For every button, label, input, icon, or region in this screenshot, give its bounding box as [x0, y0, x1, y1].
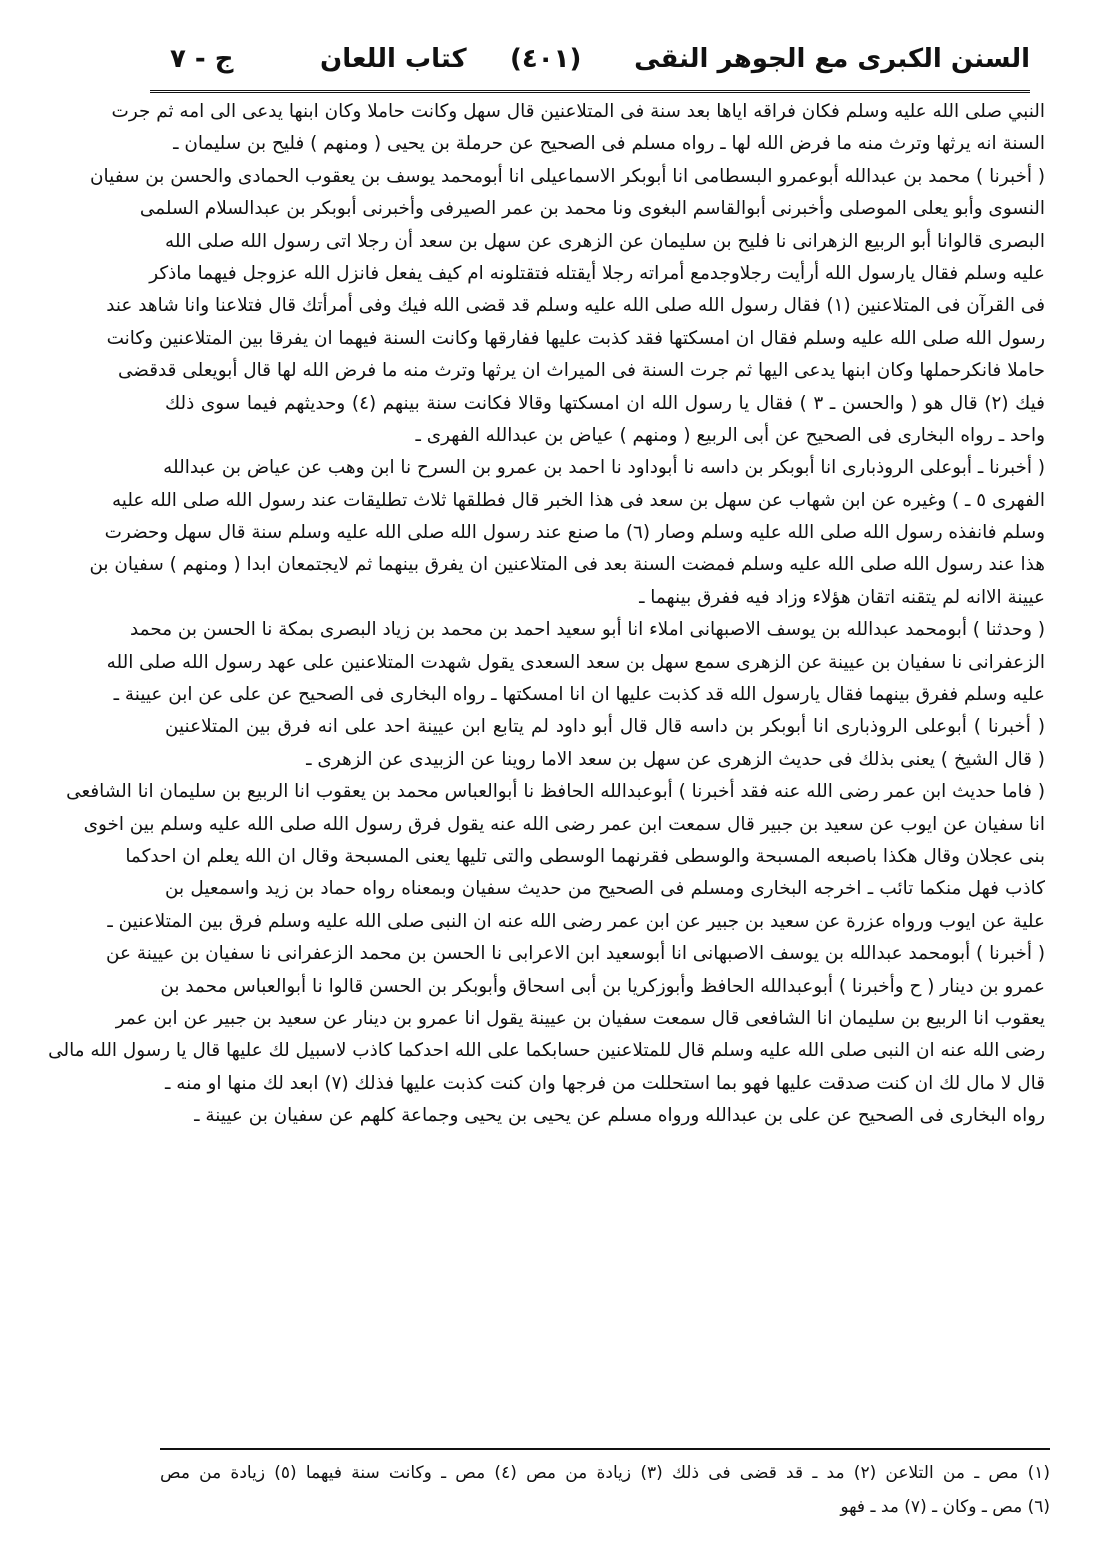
volume-number: ج - ٧	[170, 44, 234, 74]
book-title: السنن الكبرى مع الجوهر النقى	[634, 44, 1030, 74]
text-line: هذا عند رسول الله صلى الله عليه وسلم فمضت السنة بعد فى المتلاعنين ان يفرق بينهما ثم لايجتمعان ابدا ( ومنهم ) سفيان بن	[89, 554, 1045, 576]
body-text	[48, 96, 1045, 1133]
page-header	[150, 40, 1030, 93]
text-line: ( أخبرنا ) محمد بن عبدالله أبوعمرو البسطامى انا أبوبكر الاسماعيلى انا أبومحمد يوسف بن يعقوب الحمادى والحسن بن سفيان	[90, 165, 1045, 187]
text-line: ( وحدثنا ) أبومحمد عبدالله بن يوسف الاصبهانى املاء انا أبو سعيد احمد بن محمد بن زياد البصرى بمكة نا الحسن بن محمد	[130, 619, 1045, 641]
text-line: عمرو بن دينار ( ح وأخبرنا ) أبوعبدالله الحافظ وأبوزكريا بن أبى اسحاق وأبوبكر بن الحسن قالوا نا أبوالعباس محمد بن	[160, 975, 1045, 997]
text-line: فى القرآن فى المتلاعنين (١) فقال رسول الله صلى الله عليه وسلم قد قضى الله فيك وفى أمرأتك قال فتلاعنا وانا شاهد عند	[106, 295, 1045, 317]
text-line: ( أخبرنا ) أبوعلى الروذبارى انا أبوبكر بن داسه قال قال أبو داود لم يتابع ابن عيينة احد على انه فرق بين المتلاعنين	[165, 716, 1045, 738]
text-line: ( قال الشيخ ) يعنى بذلك فى حديث الزهرى عن سهل بن سعد الاما روينا عن الزبيدى عن الزهرى ـ	[306, 748, 1045, 770]
text-line: قال لا مال لك ان كنت صدقت عليها فهو بما استحللت من فرجها وان كنت كذبت عليها فذلك (٧) ابعد لك منها او منه ـ	[165, 1072, 1045, 1094]
text-line: فيك (٢) قال هو ( والحسن ـ ٣ ) فقال يا رسول الله ان امسكتها وقالا فكانت سنة بينهم (٤) وحديثهم فيما سوى ذلك	[165, 392, 1045, 414]
text-line: كاذب فهل منكما تائب ـ اخرجه البخارى ومسلم فى الصحيح من حديث سفيان وبمعناه رواه حماد بن زيد واسمعيل بن	[165, 878, 1045, 900]
text-line: الزعفرانى نا سفيان بن عيينة عن الزهرى سمع سهل بن سعد السعدى يقول شهدت المتلاعنين على عهد رسول الله صلى الله	[106, 651, 1045, 673]
text-line: عيينة الاانه لم يتقنه اتقان هؤلاء وزاد فيه ففرق بينهما ـ	[639, 586, 1045, 608]
text-line: ( فاما حديث ابن عمر رضى الله عنه فقد أخبرنا ) أبوعبدالله الحافظ نا أبوالعباس محمد بن يعقوب انا الربيع بن سليمان انا الشافعى	[66, 781, 1045, 803]
text-line: يعقوب انا الربيع بن سليمان انا الشافعى قال سمعت سفيان بن عيينة يقول انا عمرو بن دينار عن سعيد بن جبير عن ابن عمر	[115, 1007, 1045, 1029]
footnote-line: (٦) مص ـ وكان ـ (٧) مد ـ فهو	[840, 1497, 1050, 1517]
text-line: رضى الله عنه ان النبى صلى الله عليه وسلم قال للمتلاعنين حسابكما على الله احدكما كاذب لاسبيل لك عليها قال يا رسول الله مالى	[48, 1040, 1045, 1062]
text-line: الفهرى ٥ ـ ) وغيره عن ابن شهاب عن سهل بن سعد فى هذا الخبر قال فطلقها ثلاث تطليقات عند رسول الله صلى الله عليه	[111, 489, 1045, 511]
chapter-title: كتاب اللعان	[320, 44, 467, 74]
text-line: ( أخبرنا ) أبومحمد عبدالله بن يوسف الاصبهانى انا أبوسعيد ابن الاعرابى نا الحسن بن محمد الزعفرانى نا سفيان بن عيينة عن	[106, 943, 1045, 965]
text-line: واحد ـ رواه البخارى فى الصحيح عن أبى الربيع ( ومنهم ) عياض بن عبدالله الفهرى ـ	[415, 424, 1045, 446]
text-line: السنة انه يرثها وترث منه ما فرض الله لها ـ رواه مسلم فى الصحيح عن حرملة بن يحيى ( ومنهم ) فليح بن سليمان ـ	[173, 133, 1045, 155]
text-line: ( أخبرنا ـ أبوعلى الروذبارى انا أبوبكر بن داسه نا أبوداود نا احمد بن عمرو بن السرح نا ابن وهب عن عياض بن عبدالله	[163, 457, 1045, 479]
text-line: عليه وسلم فقال يارسول الله أرأيت رجلاوجدمع أمراته رجلا أيقتله فتقتلونه ام كيف يفعل فانزل الله عزوجل فيهما ماذكر	[149, 262, 1045, 284]
text-line: البصرى قالوانا أبو الربيع الزهرانى نا فليح بن سليمان عن الزهرى عن سهل بن سعد أن رجلا اتى رسول الله صلى الله	[165, 230, 1045, 252]
text-line: رسول الله صلى الله عليه وسلم فقال ان امسكتها فقد كذبت عليها ففارقها وكانت السنة فيهما ان يفرقا بين المتلاعنين وكانت	[106, 327, 1045, 349]
footnote-line: (١) مص ـ من التلاعن (٢) مد ـ قد قضى فى ذلك (٣) زيادة من مص (٤) مص ـ وكانت سنة فيهما (٥) زيادة من مص	[160, 1463, 1050, 1483]
text-line: وسلم فانفذه رسول الله صلى الله عليه وسلم وصار (٦) ما صنع عند رسول الله صلى الله عليه وسلم سنة قال سهل وحضرت	[104, 522, 1045, 544]
text-line: النسوى وأبو يعلى الموصلى وأخبرنى أبوالقاسم البغوى ونا محمد بن عمر الصيرفى وأخبرنى أبوبكر بن عبدالسلام السلمى	[139, 198, 1045, 220]
text-line: بنى عجلان وقال هكذا باصبعه المسبحة والوسطى فقرنهما الوسطى والتى تليها يعنى المسبحة وقال ان الله يعلم ان احدكما	[125, 845, 1045, 867]
text-line: انا سفيان عن ايوب عن سعيد بن جبير قال سمعت ابن عمر رضى الله عنه يقول فرق رسول الله صلى الله عليه وسلم بين اخوى	[83, 813, 1045, 835]
text-line: النبي صلى الله عليه وسلم فكان فراقه اياها بعد سنة فى المتلاعنين قال سهل وكانت حاملا وكان ابنها يدعى الى امه ثم جرت	[111, 101, 1045, 122]
footnotes	[160, 1448, 1050, 1520]
text-line: علية عن ايوب ورواه عزرة عن سعيد بن جبير عن ابن عمر رضى الله عنه ان النبى صلى الله عليه وسلم فرق بين المتلاعنين ـ	[107, 910, 1045, 932]
text-line: رواه البخارى فى الصحيح عن على بن عبدالله ورواه مسلم عن يحيى بن يحيى وجماعة كلهم عن سفيان بن عيينة ـ	[194, 1105, 1045, 1127]
text-line: حاملا فانكرحملها وكان ابنها يدعى اليها ثم جرت السنة فى الميراث ان يرثها وترث منه ما فرض الله لها قال أبويعلى قدقضى	[117, 360, 1045, 382]
page-number: (٤٠١)	[510, 44, 582, 74]
text-line: عليه وسلم ففرق بينهما فقال يارسول الله قد كذبت عليها ان انا امسكتها ـ رواه البخارى فى الصحيح عن على عن ابن عيينة ـ	[113, 684, 1045, 706]
